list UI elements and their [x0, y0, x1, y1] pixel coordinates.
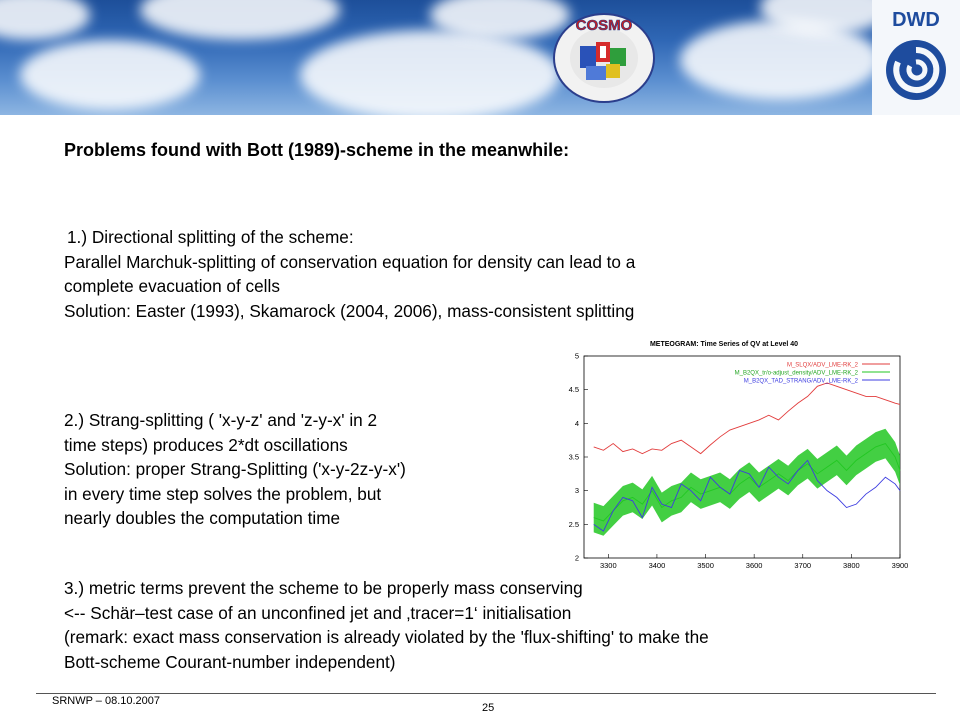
text-line: 1.) Directional splitting of the scheme:: [67, 227, 354, 247]
dwd-logo: [872, 0, 960, 115]
y-tick-label: 2: [574, 553, 579, 563]
point-1-paragraph: [64, 225, 635, 323]
text-line: (remark: exact mass conservation is already violated by the 'flux-shifting' to make the: [64, 627, 709, 647]
text-line: Bott-scheme Courant-number independent): [64, 651, 396, 672]
text-line: complete evacuation of cells: [64, 276, 280, 296]
x-tick-label: 3900: [891, 561, 909, 570]
x-tick-label: 3600: [745, 561, 763, 570]
text-line: Parallel Marchuk-splitting of conservation equation for density can lead to a: [64, 251, 636, 272]
cloud-decoration: [140, 0, 340, 40]
y-tick-label: 5: [574, 351, 579, 361]
legend-label: M_SLQX/ADV_LME-RK_2: [786, 362, 858, 369]
text-line: nearly doubles the computation time: [64, 508, 341, 528]
page-number: 25: [482, 702, 495, 714]
legend-label: M_B2QX_tr/o-adjust_density/ADV_LME-RK_2: [734, 370, 858, 377]
text-line: in every time step solves the problem, but: [64, 483, 382, 504]
header-banner: [0, 0, 960, 115]
y-tick-label: 4: [574, 418, 579, 428]
dwd-logo-text: DWD: [892, 9, 940, 31]
point-2-paragraph: [64, 408, 406, 531]
footer-divider: [36, 693, 936, 694]
text-line: Solution: proper Strang-Splitting ('x-y-2z-y-x'): [64, 459, 406, 479]
text-line: time steps) produces 2*dt oscillations: [64, 434, 348, 455]
cloud-decoration: [0, 0, 90, 40]
x-tick-label: 3800: [843, 561, 860, 570]
text-line: 2.) Strang-splitting ( 'x-y-z' and 'z-y-x' in 2: [64, 410, 378, 430]
cloud-decoration: [300, 30, 560, 120]
footer-event-date: SRNWP – 08.10.2007: [52, 695, 161, 707]
slide-heading: Problems found with Bott (1989)-scheme in the meanwhile:: [64, 140, 570, 160]
meteogram-chart: [538, 336, 909, 576]
cosmo-logo-text: COSMO: [575, 17, 633, 34]
y-tick-label: 4.5: [568, 385, 579, 395]
cosmo-logo: [548, 6, 660, 106]
legend-label: M_B2QX_TAD_STRANG/ADV_LME-RK_2: [743, 378, 858, 385]
x-tick-label: 3500: [697, 561, 714, 570]
x-tick-label: 3300: [599, 561, 617, 570]
point-3-paragraph: [64, 576, 709, 674]
text-line: Solution: Easter (1993), Skamarock (2004, 2006), mass-consistent splitting: [64, 300, 635, 321]
y-tick-label: 2.5: [568, 519, 579, 529]
y-tick-label: 3.5: [568, 452, 579, 462]
text-line: <-- Schär–test case of an unconfined jet and ‚tracer=1‘ initialisation: [64, 602, 572, 623]
x-tick-label: 3400: [648, 561, 666, 570]
x-tick-label: 3700: [794, 561, 812, 570]
chart-title: METEOGRAM: Time Series of QV at Level 40: [649, 341, 799, 348]
text-line: 3.) metric terms prevent the scheme to be properly mass conserving: [64, 578, 583, 598]
cloud-decoration: [20, 40, 200, 110]
y-tick-label: 3: [574, 486, 579, 496]
